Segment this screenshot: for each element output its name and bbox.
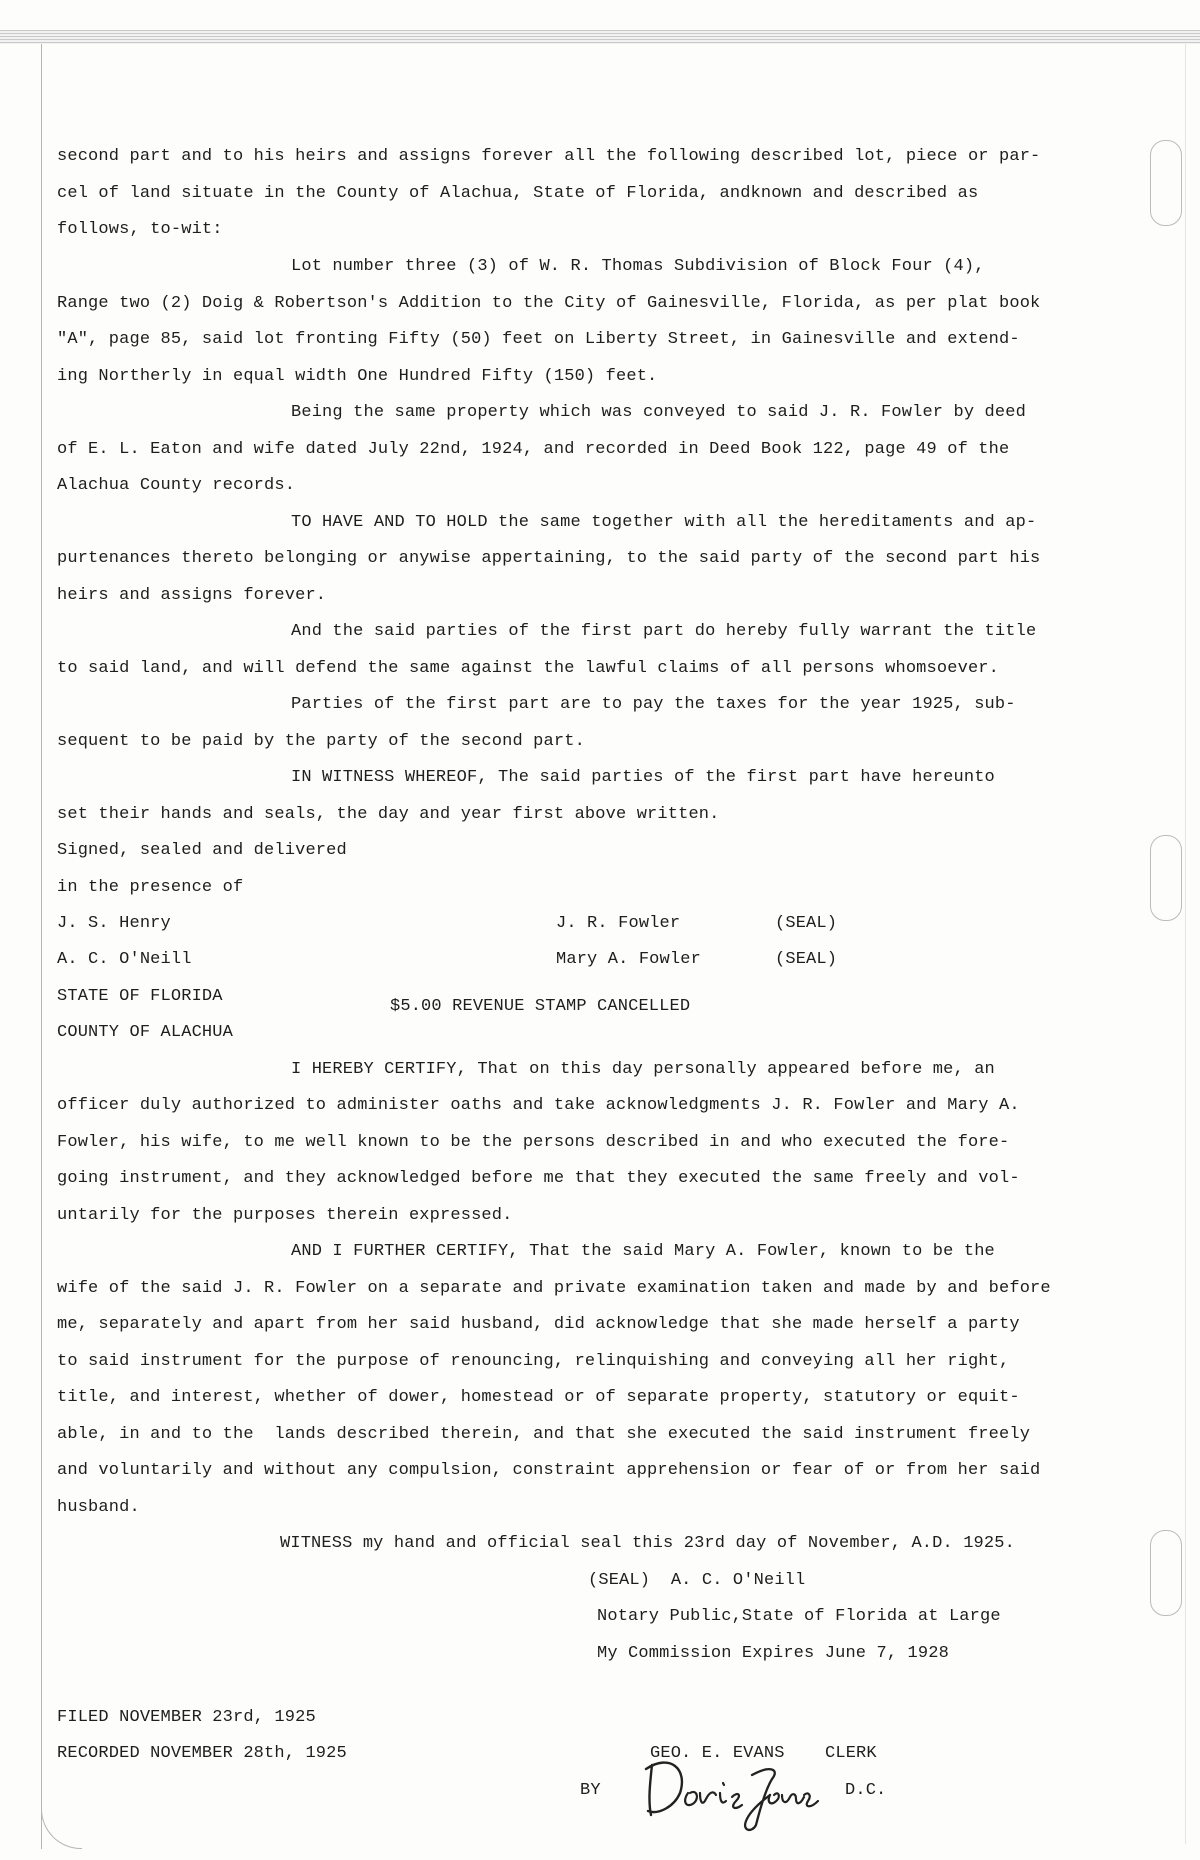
body-line: heirs and assigns forever. — [57, 586, 327, 605]
body-line: Signed, sealed and delivered — [57, 841, 347, 860]
filed-date: FILED NOVEMBER 23rd, 1925 — [57, 1708, 316, 1727]
body-line: And the said parties of the first part do hereby fully warrant the title — [291, 622, 1037, 641]
state-heading: STATE OF FLORIDA — [57, 987, 223, 1006]
deputy-clerk-label: D.C. — [845, 1781, 887, 1800]
seal-label: (SEAL) — [775, 950, 838, 969]
certificate-line: to said instrument for the purpose of renouncing, relinquishing and conveying all her right, — [57, 1352, 1010, 1371]
certificate-line: wife of the said J. R. Fowler on a separate and private examination taken and made by and before — [57, 1279, 1051, 1298]
handwritten-signature — [630, 1745, 820, 1835]
certificate-line: I HEREBY CERTIFY, That on this day personally appeared before me, an — [291, 1060, 995, 1079]
body-line: Being the same property which was conveyed to said J. R. Fowler by deed — [291, 403, 1026, 422]
body-line: second part and to his heirs and assigns forever all the following described lot, piece or par- — [57, 147, 1041, 166]
notary-line: (SEAL) A. C. O'Neill — [588, 1571, 806, 1590]
body-line: in the presence of — [57, 878, 244, 897]
bottom-left-corner-curve — [41, 1800, 82, 1849]
witness-name: A. C. O'Neill — [57, 950, 192, 969]
grantor-name: J. R. Fowler — [556, 914, 681, 933]
binder-hole-icon — [1150, 835, 1182, 921]
witness-name: J. S. Henry — [57, 914, 171, 933]
certificate-line: Fowler, his wife, to me well known to be the persons described in and who executed the fore- — [57, 1133, 1010, 1152]
body-line: cel of land situate in the County of Alachua, State of Florida, andknown and described as — [57, 184, 979, 203]
left-margin-rule — [41, 44, 42, 1849]
notary-line: Notary Public,State of Florida at Large — [597, 1607, 1001, 1626]
body-line: ing Northerly in equal width One Hundred Fifty (150) feet. — [57, 367, 658, 386]
certificate-line: officer duly authorized to administer oaths and take acknowledgments J. R. Fowler and Mary A. — [57, 1096, 1020, 1115]
revenue-stamp-note: $5.00 REVENUE STAMP CANCELLED — [390, 997, 691, 1016]
body-line: of E. L. Eaton and wife dated July 22nd, 1924, and recorded in Deed Book 122, page 49 of the — [57, 440, 1010, 459]
certificate-line: and voluntarily and without any compulsion, constraint apprehension or fear of or from her said — [57, 1461, 1041, 1480]
certificate-line: untarily for the purposes therein expressed. — [57, 1206, 513, 1225]
body-line: Alachua County records. — [57, 476, 296, 495]
by-label: BY — [580, 1781, 601, 1800]
body-line: IN WITNESS WHEREOF, The said parties of the first part have hereunto — [291, 768, 995, 787]
certificate-line: title, and interest, whether of dower, homestead or of separate property, statutory or equit- — [57, 1388, 1020, 1407]
clerk-title: CLERK — [825, 1744, 877, 1763]
body-line: TO HAVE AND TO HOLD the same together with all the hereditaments and ap- — [291, 513, 1037, 532]
notary-line: My Commission Expires June 7, 1928 — [597, 1644, 949, 1663]
body-line: "A", page 85, said lot fronting Fifty (50) feet on Liberty Street, in Gainesville and extend- — [57, 330, 1020, 349]
certificate-line: able, in and to the lands described therein, and that she executed the said instrument freely — [57, 1425, 1031, 1444]
grantor-name: Mary A. Fowler — [556, 950, 701, 969]
binder-hole-icon — [1150, 140, 1182, 226]
body-line: Lot number three (3) of W. R. Thomas Subdivision of Block Four (4), — [291, 257, 985, 276]
binder-hole-icon — [1150, 1530, 1182, 1616]
certificate-line: going instrument, and they acknowledged before me that they executed the same freely and vol- — [57, 1169, 1020, 1188]
body-line: Range two (2) Doig & Robertson's Addition to the City of Gainesville, Florida, as per plat book — [57, 294, 1041, 313]
seal-label: (SEAL) — [775, 914, 838, 933]
recorded-date: RECORDED NOVEMBER 28th, 1925 — [57, 1744, 347, 1763]
certificate-line: me, separately and apart from her said husband, did acknowledge that she made herself a party — [57, 1315, 1020, 1334]
certificate-line: husband. — [57, 1498, 140, 1517]
top-edge-band — [0, 30, 1200, 44]
certificate-line: WITNESS my hand and official seal this 23rd day of November, A.D. 1925. — [280, 1534, 1015, 1553]
county-heading: COUNTY OF ALACHUA — [57, 1023, 233, 1042]
body-line: Parties of the first part are to pay the taxes for the year 1925, sub- — [291, 695, 1016, 714]
body-line: purtenances thereto belonging or anywise appertaining, to the said party of the second part his — [57, 549, 1041, 568]
clerk-name: GEO. E. EVANS — [650, 1744, 785, 1763]
body-line: to said land, and will defend the same against the lawful claims of all persons whomsoever. — [57, 659, 1000, 678]
body-line: follows, to-wit: — [57, 220, 223, 239]
certificate-line: AND I FURTHER CERTIFY, That the said Mary A. Fowler, known to be the — [291, 1242, 995, 1261]
right-edge-rule — [1185, 44, 1186, 1844]
body-line: set their hands and seals, the day and year first above written. — [57, 805, 720, 824]
body-line: sequent to be paid by the party of the second part. — [57, 732, 585, 751]
